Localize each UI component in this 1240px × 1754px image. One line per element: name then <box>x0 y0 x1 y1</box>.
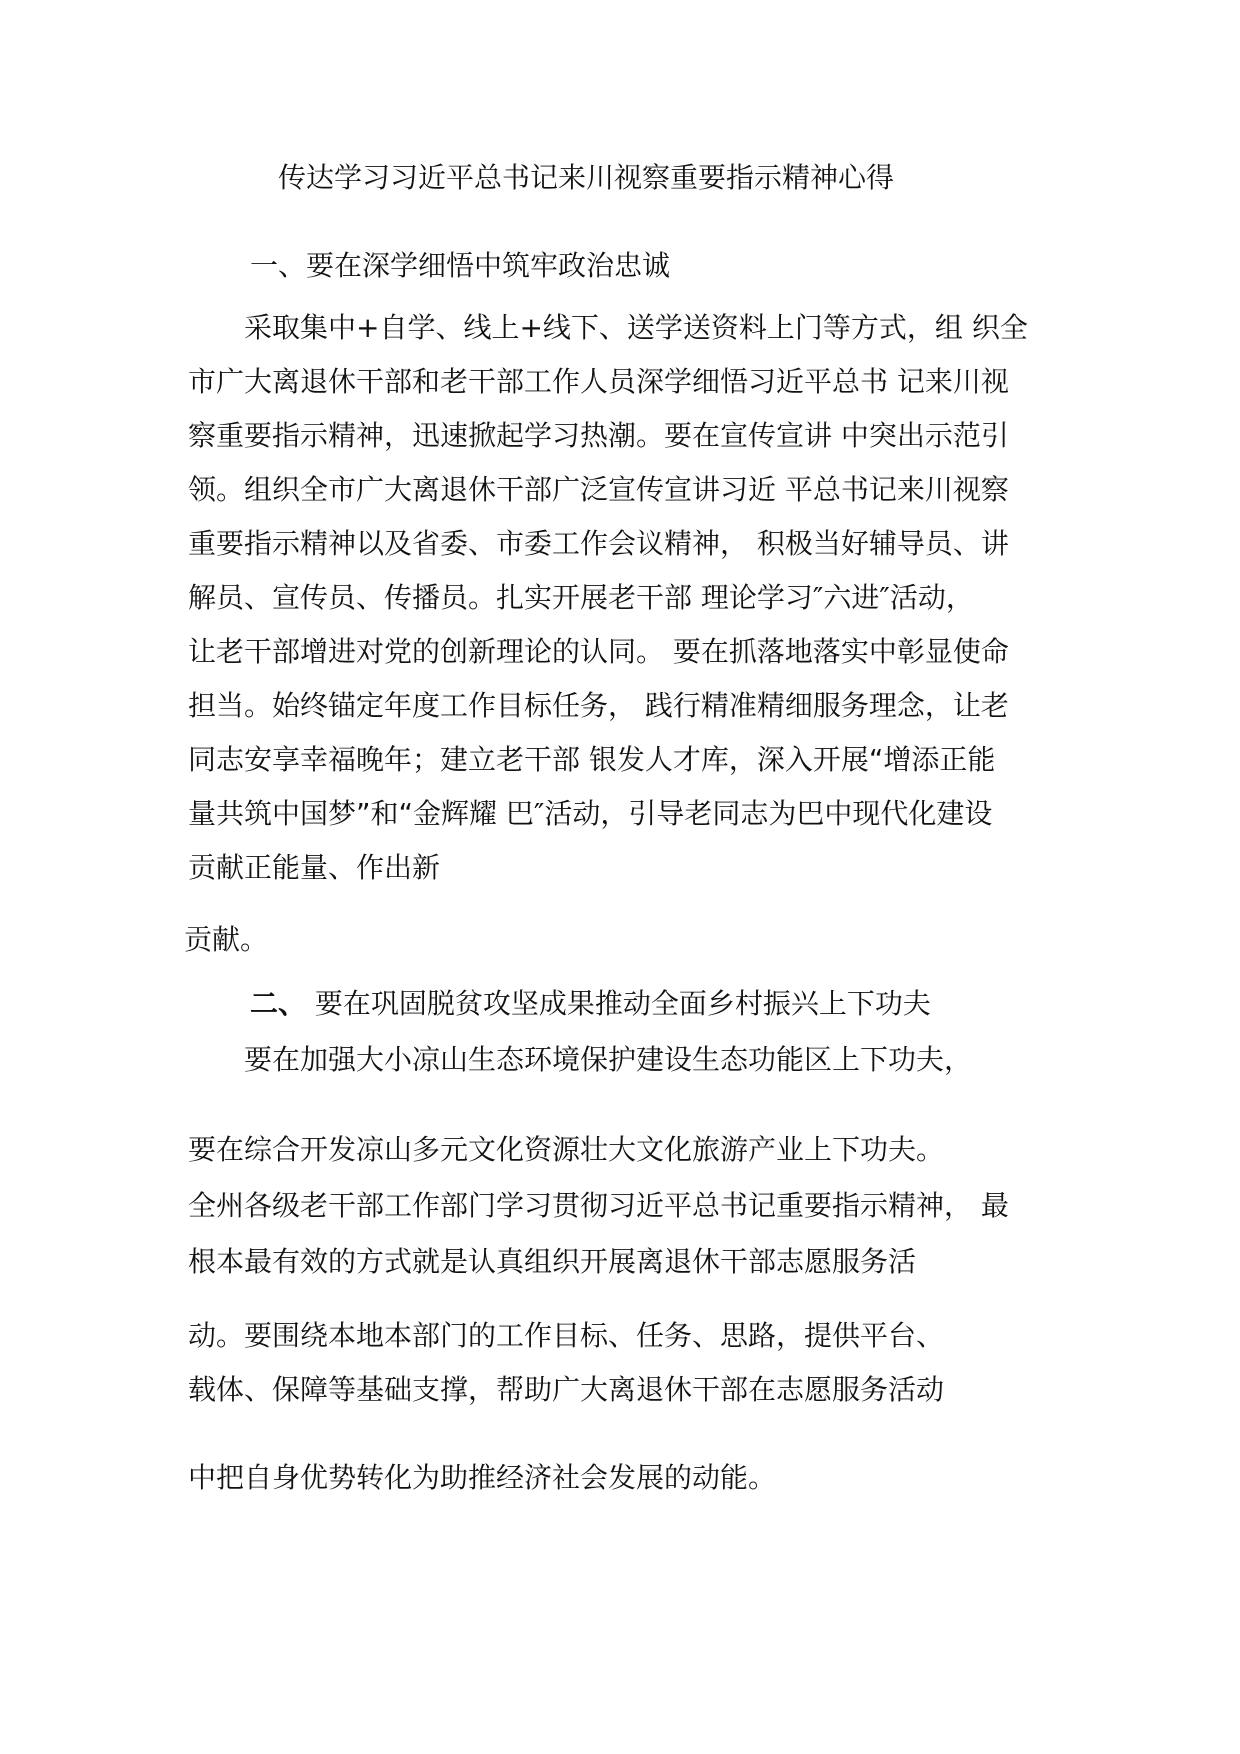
section-2-line-6: 载体、保障等基础支撑，帮助广大离退休干部在志愿服务活动 <box>188 1373 945 1406</box>
section-2-line-5: 动。要围绕本地本部门的工作目标、任务、思路，提供平台、 <box>188 1319 945 1352</box>
section-2-line-4: 根本最有效的方式就是认真组织开展离退休干部志愿服务活 <box>188 1245 917 1278</box>
section-2-heading-text: 要在巩固脱贫攻坚成果推动全面乡村振兴上下功夫 <box>306 987 931 1020</box>
section-1-line-8: 担当。始终锚定年度工作目标任务， 践行精准精细服务理念，让老 <box>188 689 1009 722</box>
section-1-tail: 贡献。 <box>184 923 269 956</box>
section-1-line-5: 重要指示精神以及省委、市委工作会议精神， 积极当好辅导员、讲 <box>188 527 1009 560</box>
section-1-line-6: 解员、宣传员、传播员。扎实开展老干部 理论学习″六进″活动， <box>188 581 974 614</box>
section-2-line-3: 全州各级老干部工作部门学习贯彻习近平总书记重要指示精神， 最 <box>188 1189 1009 1222</box>
section-1-line-9: 同志安享幸福晚年；建立老干部 银发人才库，深入开展“增添正能 <box>188 743 996 776</box>
section-1-line-3: 察重要指示精神，迅速掀起学习热潮。要在宣传宣讲 中突出示范引 <box>188 419 1009 452</box>
section-2-heading <box>250 986 931 1022</box>
document-title: 传达学习习近平总书记来川视察重要指示精神心得 <box>278 161 895 194</box>
section-2-line-7: 中把自身优势转化为助推经济社会发展的动能。 <box>188 1461 777 1494</box>
section-1-line-2: 市广大离退休干部和老干部工作人员深学细悟习近平总书 记来川视 <box>188 365 1009 398</box>
section-1-line-1: 采取集中+自学、线上+线下、送学送资料上门等方式，组 织全 <box>188 311 1028 344</box>
section-1-line-10: 量共筑中国梦”和“金辉耀 巴″活动，引导老同志为巴中现代化建设 <box>188 797 993 830</box>
section-2-heading-number: 二、 <box>250 987 307 1020</box>
section-1-line-11: 贡献正能量、作出新 <box>188 851 441 884</box>
section-1-line-7: 让老干部增进对党的创新理论的认同。 要在抓落地落实中彰显使命 <box>188 635 1009 668</box>
section-2-line-2: 要在综合开发凉山多元文化资源壮大文化旅游产业上下功夫。 <box>188 1133 945 1166</box>
section-1-heading: 一、要在深学细悟中筑牢政治忠诚 <box>250 249 671 282</box>
section-1-line-4: 领。组织全市广大离退休干部广泛宣传宣讲习近 平总书记来川视察 <box>188 473 1009 506</box>
section-2-line-1: 要在加强大小凉山生态环境保护建设生态功能区上下功夫， <box>188 1043 973 1076</box>
